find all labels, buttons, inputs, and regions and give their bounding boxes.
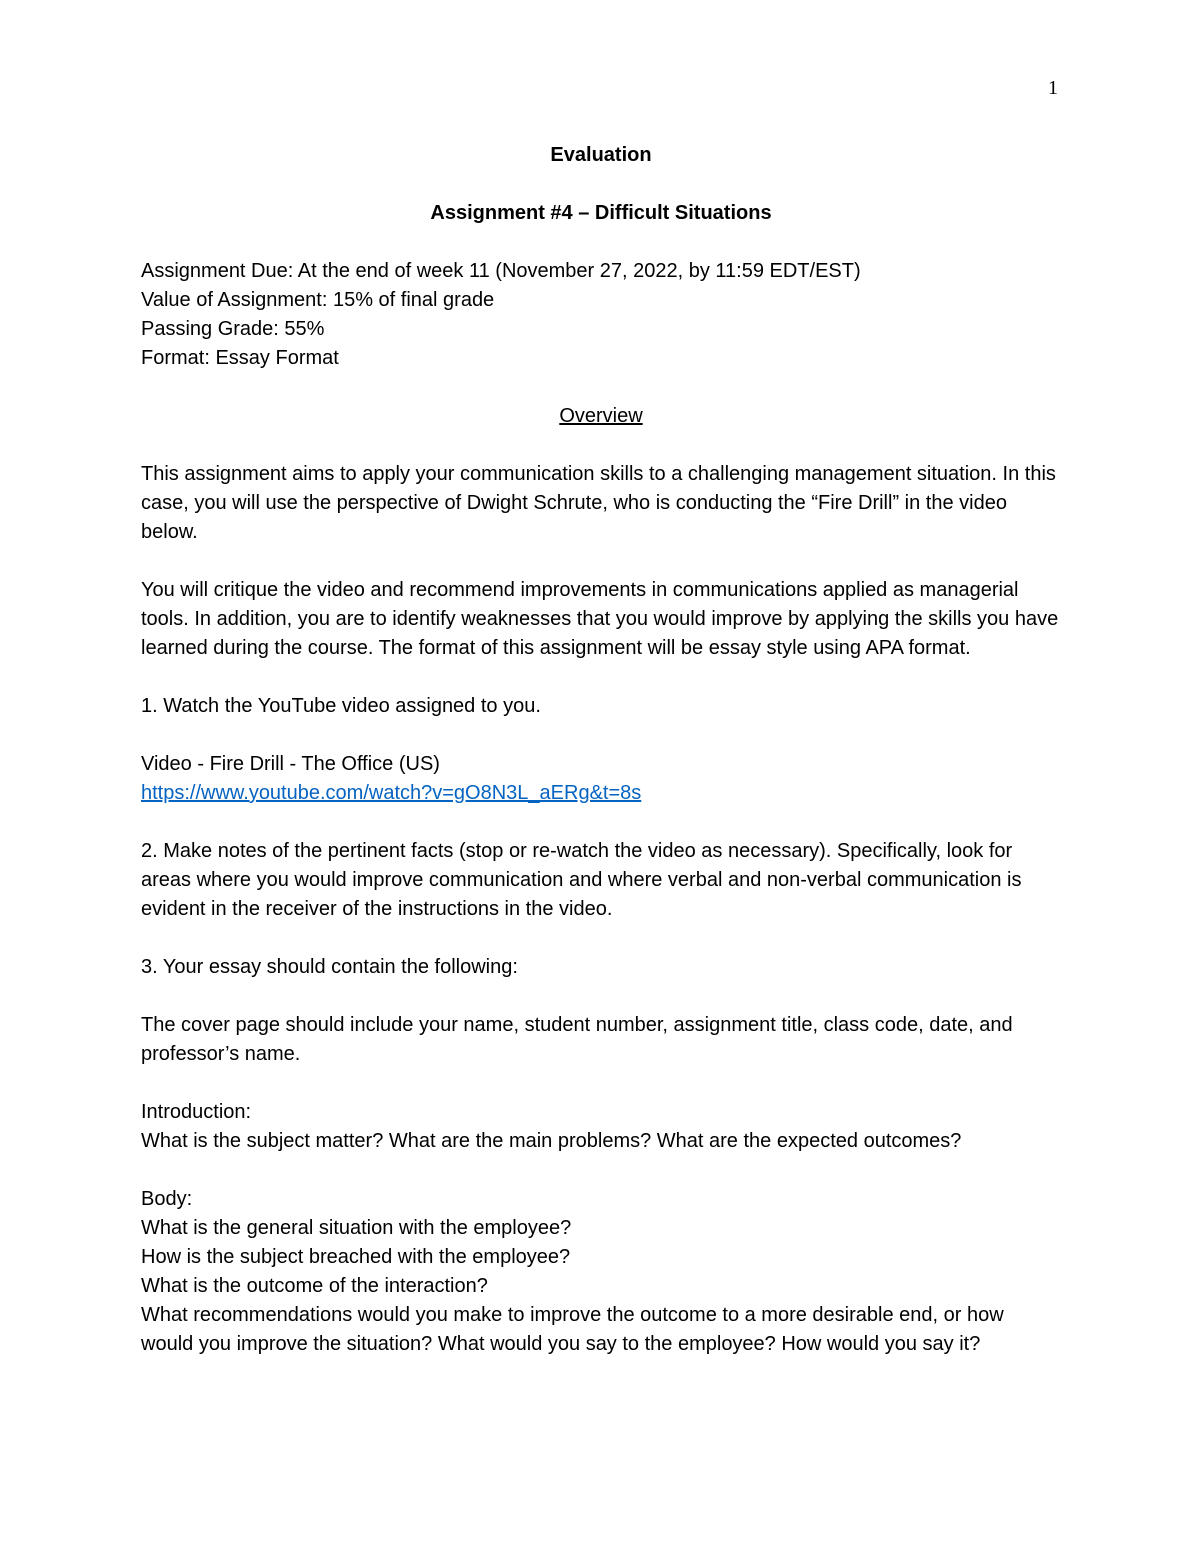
document-body: [141, 141, 1061, 1359]
body-question-3: What is the outcome of the interaction?: [141, 1275, 488, 1297]
body-question-1: What is the general situation with the employee?: [141, 1217, 572, 1239]
body-label: Body:: [141, 1188, 193, 1210]
assignment-due: Assignment Due: At the end of week 11 (November 27, 2022, by 11:59 EDT/EST): [141, 260, 861, 282]
introduction-questions: What is the subject matter? What are the main problems? What are the expected outcomes?: [141, 1130, 962, 1152]
overview-paragraph-1: This assignment aims to apply your communication skills to a challenging management situation. In this case, you will use the perspective of Dwight Schrute, who is conducting the “Fire Drill” in the video below.: [141, 463, 1056, 543]
video-link[interactable]: https://www.youtube.com/watch?v=gO8N3L_aERg&t=8s: [141, 782, 642, 804]
assignment-value: Value of Assignment: 15% of final grade: [141, 289, 495, 311]
body-question-2: How is the subject breached with the employee?: [141, 1246, 571, 1268]
assignment-format: Format: Essay Format: [141, 347, 339, 369]
assignment-title: Assignment #4 – Difficult Situations: [430, 202, 772, 224]
passing-grade: Passing Grade: 55%: [141, 318, 325, 340]
step-3: 3. Your essay should contain the following:: [141, 956, 518, 978]
overview-paragraph-2: You will critique the video and recommend improvements in communications applied as managerial tools. In addition, you are to identify weaknesses that you would improve by applying the skills you have learned during the course. The format of this assignment will be essay style using APA format.: [141, 579, 1059, 659]
step-1: 1. Watch the YouTube video assigned to you.: [141, 695, 541, 717]
cover-page-instructions: The cover page should include your name, student number, assignment title, class code, date, and professor’s name.: [141, 1014, 1013, 1065]
video-title: Video - Fire Drill - The Office (US): [141, 753, 440, 775]
overview-heading: Overview: [559, 405, 643, 427]
introduction-label: Introduction:: [141, 1101, 252, 1123]
body-question-4: What recommendations would you make to improve the outcome to a more desirable end, or how would you improve the situation? What would you say to the employee? How would you say it?: [141, 1304, 1004, 1355]
step-2: 2. Make notes of the pertinent facts (stop or re-watch the video as necessary). Specifically, look for areas where you would improve communication and where verbal and non-verbal communication is evident in the receiver of the instructions in the video.: [141, 840, 1022, 920]
document-title: Evaluation: [550, 144, 652, 166]
page-number: 1: [1048, 77, 1058, 99]
